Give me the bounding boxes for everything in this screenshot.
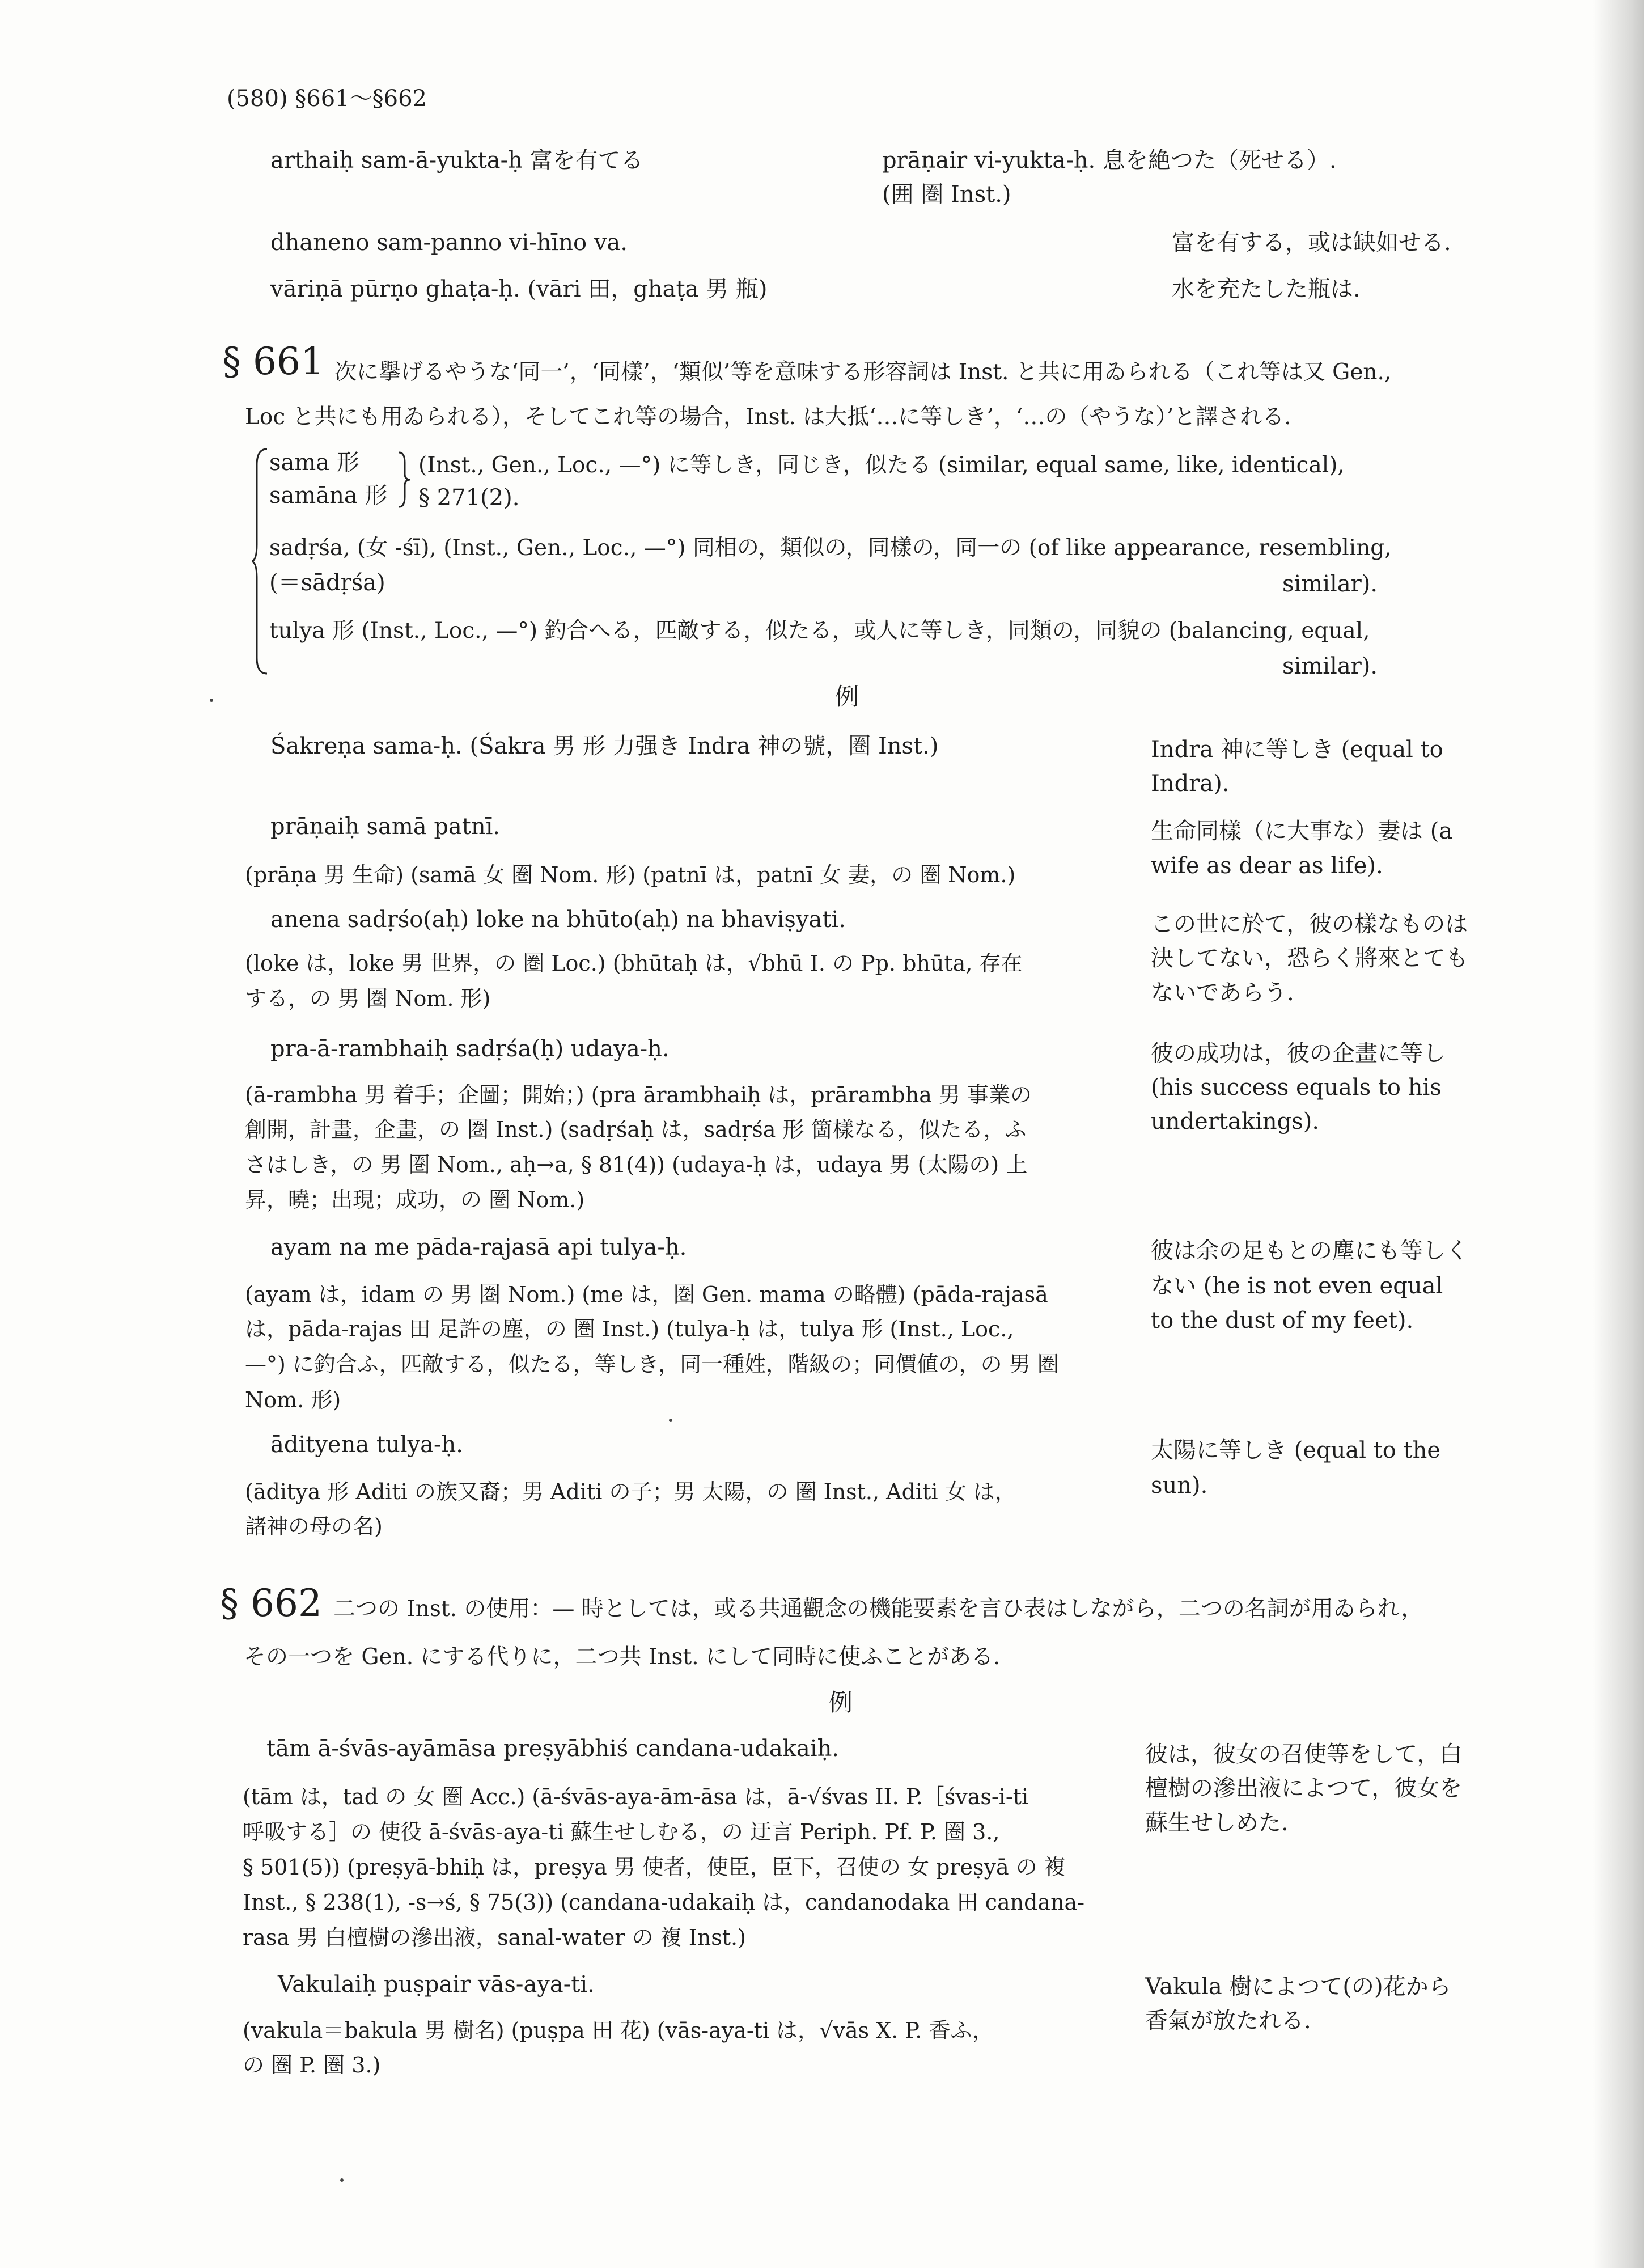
grammar-note: (ā-rambha 男 着手；企圖；開始；) (pra ārambhaiḥ は，prārambha 男 事業の [245,1082,1032,1107]
grammar-note: さはしき，の 男 圏 Nom., aḥ→a, § 81(4)) (udaya-ḥ は，udaya 男 (太陽の) 上 [245,1152,1028,1177]
translation: 決してない，恐らく將來とても [1151,945,1468,971]
grammar-note: (prāṇa 男 生命) (samā 女 圏 Nom. 形) (patnī は，patnī 女 妻，の 圏 Nom.) [245,862,1016,887]
translation: undertakings). [1151,1108,1320,1135]
grammar-note: (tām は，tad の 女 圏 Acc.) (ā-śvās-aya-ām-āsa は，ā-√śvas II. P.［śvas-i-ti [243,1784,1029,1809]
translation: Vakula 樹によつて(の)花から [1145,1974,1451,2000]
grammar-note: (囲 圏 Inst.) [882,181,1011,208]
translation: 富を有する，或は缺如せる. [1172,230,1451,256]
grammar-note: 創開，計畫，企畫，の 圏 Inst.) (sadṛśaḥ は，sadṛśa 形 箇樣なる，似たる，ふ [245,1117,1027,1142]
grammar-note: 昇，曉；出現；成功，の 圏 Nom.) [245,1187,585,1212]
grammar-note: の 圏 P. 圏 3.) [243,2053,381,2077]
translation: 香氣が放たれる. [1145,2008,1311,2034]
grammar-note: (āditya 形 Aditi の族又裔；男 Aditi の子；男 太陽，の 圏 Inst., Aditi 女 は， [245,1479,1016,1504]
grammar-note: 呼吸する］の 使役 ā-śvās-aya-ti 蘇生せしむる，の 迂言 Periph. Pf. P. 圏 3., [243,1820,1000,1844]
example-line: anena sadṛśo(aḥ) loke na bhūto(aḥ) na bhaviṣyati. [270,907,846,933]
translation: 太陽に等しき (equal to the [1151,1437,1441,1463]
scan-speck [669,1419,672,1422]
example-line: Śakreṇa sama-ḥ. (Śakra 男 形 力强き Indra 神の號，圏 Inst.) [270,733,939,759]
section-intro: 二つの Inst. の使用：— 時としては，或る共通觀念の機能要素を言ひ表はしながら，二つの名詞が用ゐられ， [333,1596,1423,1622]
translation: (his success equals to his [1151,1074,1442,1101]
section-intro: 次に擧げるやうな‘同一’，‘同樣’，‘類似’等を意味する形容詞は Inst. と共に用ゐられる（これ等は又 Gen., [334,359,1392,385]
grammar-note: (loke は，loke 男 世界，の 圏 Loc.) (bhūtaḥ は，√bhū I. の Pp. bhūta, 存在 [245,951,1023,976]
grammar-note: —°) に釣合ふ，匹敵する，似たる，等しき，同一種姓，階級の；同價値の，の 男 圏 [245,1352,1059,1377]
definition: similar). [1282,653,1378,679]
scan-speck [210,699,213,702]
section-intro: その一つを Gen. にする代りに，二つ共 Inst. にして同時に使ふことがある. [244,1644,1001,1670]
section-number: § 662 [220,1581,322,1625]
translation: to the dust of my feet). [1151,1308,1414,1334]
example-line: arthaiḥ sam-ā-yukta-ḥ 富を有てる [270,147,643,174]
example-line: prāṇaiḥ samā patnī. [270,814,501,840]
definition: sadṛśa, (女 -śī), (Inst., Gen., Loc., —°) 同相の，類似の，同樣の，同一の (of like appearance, resembling, [269,535,1392,561]
translation: sun). [1151,1472,1208,1499]
grammar-note: § 501(5)) (preṣyā-bhiḥ は，preṣya 男 使者，使臣，臣下，召使の 女 preṣyā の 複 [243,1855,1066,1880]
small-brace [397,451,413,508]
page-edge-shadow [1593,0,1644,2268]
headword: sama 形 [269,450,359,476]
cross-reference: § 271(2). [418,485,520,511]
grammar-note: する，の 男 圏 Nom. 形) [245,986,491,1011]
section-intro: Loc と共にも用ゐられる），そしてこれ等の場合，Inst. は大抵‘…に等しき’，‘…の（やうな）’と譯される. [245,404,1291,430]
example-line: prāṇair vi-yukta-ḥ. 息を絶つた（死せる）. [882,147,1337,174]
example-line: ayam na me pāda-rajasā api tulya-ḥ. [270,1234,687,1260]
example-heading: 例 [835,683,859,710]
definition: tulya 形 (Inst., Loc., —°) 釣合へる，匹敵する，似たる，或人に等しき，同類の，同貌の (balancing, equal, [269,618,1370,644]
example-line: dhaneno sam-panno vi-hīno va. [270,230,628,256]
definition: (Inst., Gen., Loc., —°) に等しき，同じき，似たる (similar, equal same, like, identical), [418,452,1345,478]
translation: Indra 神に等しき (equal to [1151,737,1443,763]
example-line: ādityena tulya-ḥ. [270,1432,463,1458]
translation: wife as dear as life). [1151,853,1383,879]
grammar-note: Nom. 形) [245,1387,341,1412]
translation: Indra). [1151,771,1230,797]
translation: 水を充たした瓶は. [1172,276,1361,302]
example-line: tām ā-śvās-ayāmāsa preṣyābhiś candana-udakaiḥ. [266,1736,840,1762]
translation: 生命同樣（に大事な）妻は (a [1151,818,1453,844]
translation: 蘇生せしめた. [1145,1810,1289,1836]
translation: ない (he is not even equal [1151,1273,1443,1299]
grammar-note: Inst., § 238(1), -s→ś, § 75(3)) (candana-udakaiḥ は，candanodaka 田 candana- [243,1890,1085,1915]
example-line: pra-ā-rambhaiḥ sadṛśa(ḥ) udaya-ḥ. [270,1036,670,1062]
translation: ないであらう. [1151,980,1294,1006]
example-line: Vakulaiḥ puṣpair vās-aya-ti. [278,1971,595,1998]
grammar-note: (ayam は，idam の 男 圏 Nom.) (me は，圏 Gen. mama の略體) (pāda-rajasā [245,1282,1048,1307]
grammar-note: 諸神の母の名) [245,1514,383,1539]
scan-speck [340,2178,344,2182]
translation: 彼の成功は，彼の企畫に等し [1151,1040,1446,1067]
section-number: § 661 [222,340,324,383]
grammar-note: (vakula＝bakula 男 樹名) (puṣpa 田 花) (vās-aya-ti は，√vās X. P. 香ふ， [243,2018,994,2043]
grammar-note: は，pāda-rajas 田 足許の塵，の 圏 Inst.) (tulya-ḥ は，tulya 形 (Inst., Loc., [245,1317,1014,1342]
translation: 檀樹の滲出液によつて，彼女を [1145,1775,1463,1801]
example-heading: 例 [829,1689,853,1716]
left-brace [252,448,269,675]
grammar-note: rasa 男 白檀樹の滲出液，sanal-water の 複 Inst.) [243,1925,746,1950]
headword: samāna 形 [269,483,388,509]
definition: similar). [1282,571,1378,597]
example-line: vāriṇā pūrṇo ghaṭa-ḥ. (vāri 田，ghaṭa 男 瓶) [270,276,768,302]
translation: この世に於て，彼の樣なものは [1151,911,1468,937]
page-header: (580) §661〜§662 [227,86,427,112]
definition: (＝sādṛśa) [269,570,385,596]
translation: 彼は余の足もとの塵にも等しく [1151,1238,1468,1264]
translation: 彼は，彼女の召使等をして，白 [1145,1741,1463,1767]
